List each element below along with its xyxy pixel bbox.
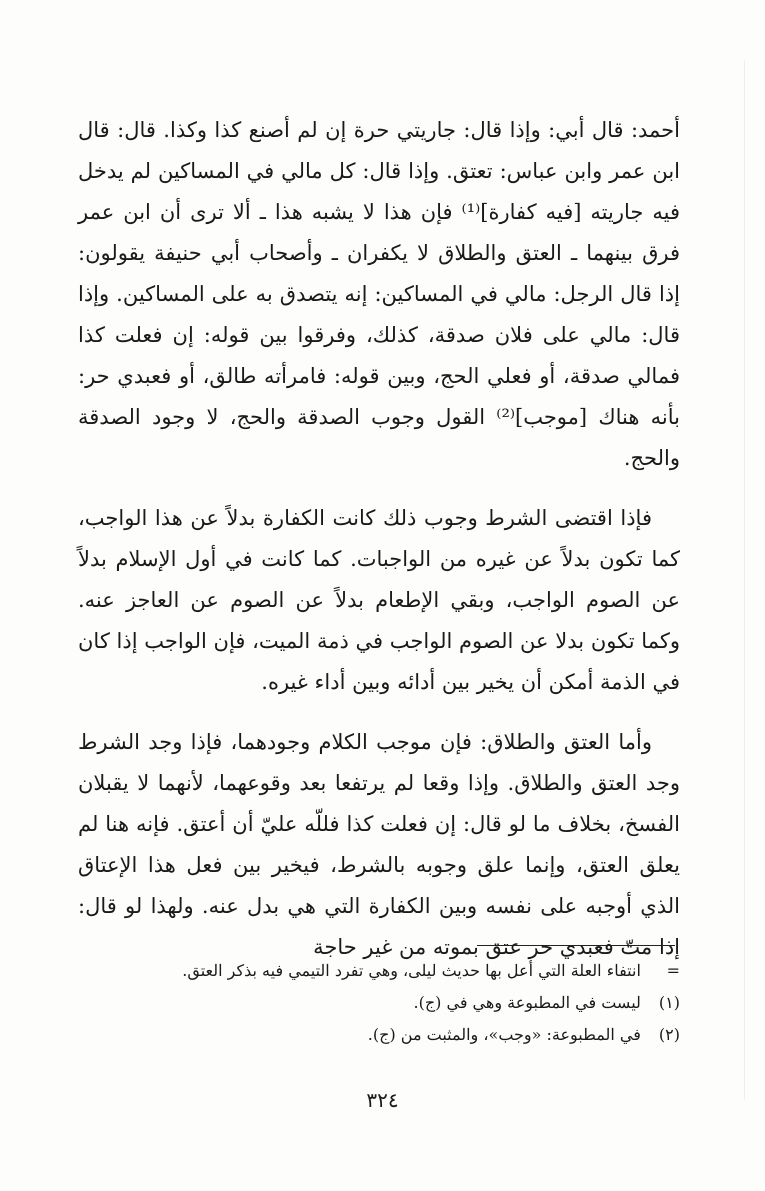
main-text	[78, 110, 680, 987]
footnote-separator	[477, 945, 675, 946]
footnote-1	[78, 987, 680, 1019]
footnote-mark: (١)	[658, 993, 680, 1012]
footnote-text: في المطبوعة: «وجب»، والمثبت من (ج).	[367, 1025, 641, 1044]
footnote-mark: (٢)	[658, 1025, 680, 1044]
footnote-2	[78, 1019, 680, 1051]
footnote-mark: =	[666, 961, 680, 980]
paragraph-3: وأما العتق والطلاق: فإن موجب الكلام وجودهما، فإذا وجد الشرط وجد العتق والطلاق. وإذا وقعا لم يرتفعا بعد وقوعهما، لأنهما لا يقبلان الفسخ، بخلاف ما لو قال: إن فعلت كذا فللّه عليّ أن أعتق. فإنه هنا لم يعلق العتق، وإنما علق وجوبه بالشرط، فيخير بين فعل هذا الإعتاق الذي أوجبه على نفسه وبين الكفارة التي هي بدل عنه. ولهذا لو قال: إذا متّ فعبدي حر عتق بموته من غير حاجة	[78, 730, 680, 959]
paragraph-1: أحمد: قال أبي: وإذا قال: جاريتي حرة إن لم أصنع كذا وكذا. قال: قال ابن عمر وابن عباس: تعتق. وإذا قال: كل مالي في المساكين لم يدخل فيه جاريته [فيه كفارة]⁽¹⁾ فإن هذا لا يشبه هذا ـ ألا ترى أن ابن عمر فرق بينهما ـ العتق والطلاق لا يكفران ـ وأصحاب أبي حنيفة يقولون: إذا قال الرجل: مالي في المساكين: إنه يتصدق به على المساكين. وإذا قال: مالي على فلان صدقة، كذلك، وفرقوا بين قوله: إن فعلت كذا فمالي صدقة، أو فعلي الحج، وبين قوله: فامرأته طالق، أو فعبدي حر: بأنه هناك [موجب]⁽²⁾ القول وجوب الصدقة والحج، لا وجود الصدقة والحج.	[78, 118, 680, 470]
footnotes	[78, 955, 680, 1051]
paragraph-2: فإذا اقتضى الشرط وجوب ذلك كانت الكفارة بدلاً عن هذا الواجب، كما تكون بدلاً عن غيره من الواجبات. كما كانت في أول الإسلام بدلاً عن الصوم الواجب، وبقي الإطعام بدلاً عن الصوم عن العاجز عنه. وكما تكون بدلا عن الصوم الواجب في ذمة الميت، فإن الواجب إذا كان في الذمة أمكن أن يخير بين أدائه وبين أداء غيره.	[78, 506, 680, 694]
page-edge-line	[744, 60, 745, 1100]
footnote-text: ليست في المطبوعة وهي في (ج).	[413, 993, 641, 1012]
page-number: ٣٢٤	[366, 1088, 399, 1112]
footnote-continuation	[78, 955, 680, 987]
footnote-text: انتفاء العلة التي أعل بها حديث ليلى، وهي تفرد التيمي فيه بذكر العتق.	[182, 961, 641, 980]
